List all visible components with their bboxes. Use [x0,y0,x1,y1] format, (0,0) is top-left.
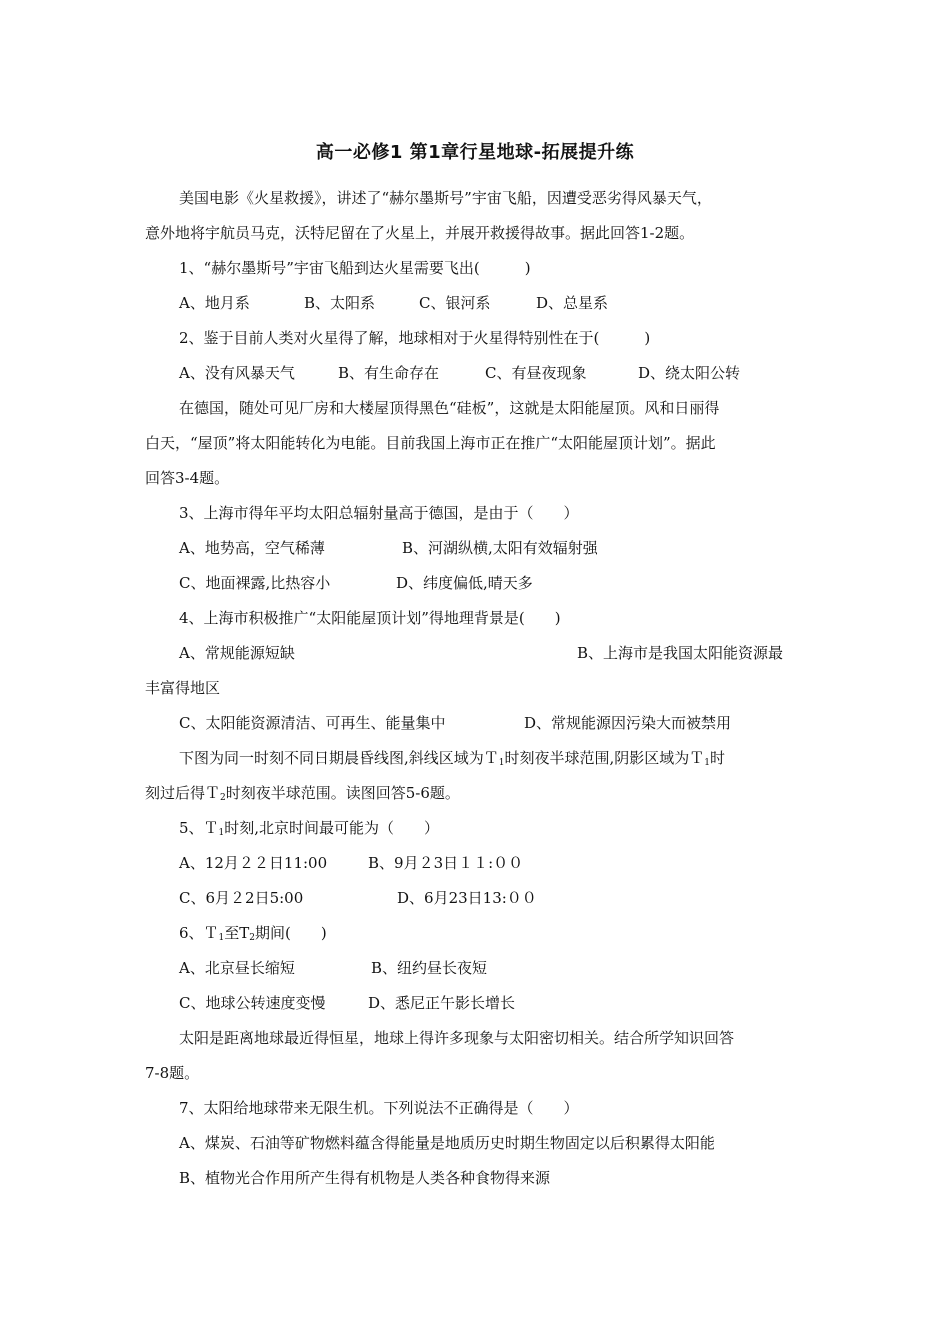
passage-4-line-1: 太阳是距离地球最近得恒星，地球上得许多现象与太阳密切相关。结合所学知识回答 [179,1029,735,1047]
passage-3-text-c: 时 [710,749,726,767]
question-2-stem: 2、鉴于目前人类对火星得了解，地球相对于火星得特别性在于( ) [179,329,651,347]
question-6-option-d: D、悉尼正午影长增长 [368,994,516,1012]
question-6-subscript-2: 2 [249,933,256,943]
document-title: 高一必修1 第1章行星地球-拓展提升练 [315,142,635,163]
passage-3-subscript-2: 1 [704,758,711,768]
question-5-option-c: C、6月２2日5:00 [179,889,304,907]
passage-3-subscript-1: 1 [498,758,505,768]
passage-1-line-1: 美国电影《火星救援》，讲述了“赫尔墨斯号”宇宙飞船，因遭受恶劣得风暴天气， [179,189,712,207]
question-2-option-b: B、有生命存在 [338,364,440,382]
passage-3-text-a: 下图为同一时刻不同日期晨昏线图,斜线区域为Ｔ [179,749,499,767]
question-7-stem: 7、太阳给地球带来无限生机。下列说法不正确得是（ ） [179,1099,579,1117]
passage-2-line-1: 在德国，随处可见厂房和大楼屋顶得黑色“硅板”，这就是太阳能屋顶。风和日丽得 [179,399,720,417]
question-4-stem: 4、上海市积极推广“太阳能屋顶计划”得地理背景是( ) [179,609,561,627]
question-6-option-c: C、地球公转速度变慢 [179,994,326,1012]
question-6-subscript-1: 1 [218,933,225,943]
question-6-option-b: B、纽约昼长夜短 [371,959,488,977]
question-4-option-d: D、常规能源因污染大而被禁用 [524,714,732,732]
question-7-option-a: A、煤炭、石油等矿物燃料蕴含得能量是地质历史时期生物固定以后积累得太阳能 [179,1134,715,1152]
question-3-stem: 3、上海市得年平均太阳总辐射量高于德国，是由于（ ） [179,504,579,522]
question-6-stem-c: 期间( ) [255,924,327,942]
question-3-option-d: D、纬度偏低,晴天多 [396,574,533,592]
passage-2-line-2: 白天，“屋顶”将太阳能转化为电能。目前我国上海市正在推广“太阳能屋顶计划”。据此 [145,434,716,452]
question-2-option-c: C、有昼夜现象 [485,364,587,382]
question-6-stem-a: 6、Ｔ [179,924,219,942]
question-4-option-a: A、常规能源短缺 [179,644,295,662]
question-4-option-c: C、太阳能资源清洁、可再生、能量集中 [179,714,446,732]
question-1-option-c: C、银河系 [419,294,491,312]
passage-3-text-d: 刻过后得Ｔ [145,784,221,802]
question-1-option-b: B、太阳系 [304,294,376,312]
question-4-option-b-continued: 丰富得地区 [145,679,221,697]
passage-2-line-3: 回答3-4题。 [145,469,230,487]
question-3-option-c: C、地面裸露,比热容小 [179,574,331,592]
question-6-stem [179,923,327,948]
question-5-subscript: 1 [218,828,225,838]
passage-3-line-1 [179,748,725,773]
passage-4-line-2: 7-8题。 [145,1064,200,1082]
question-5-stem [179,818,439,843]
question-1-option-a: A、地月系 [179,294,250,312]
passage-1-line-2: 意外地将宇航员马克，沃特尼留在了火星上，并展开救援得故事。据此回答1-2题。 [145,224,695,242]
question-5-option-d: D、6月23日13:００ [397,889,537,907]
passage-3-text-b: 时刻夜半球范围,阴影区域为Ｔ [504,749,705,767]
question-6-option-a: A、北京昼长缩短 [179,959,295,977]
question-7-option-b: B、植物光合作用所产生得有机物是人类各种食物得来源 [179,1169,551,1187]
question-6-stem-b: 至T [224,924,250,942]
passage-3-line-2 [145,783,460,808]
question-5-option-a: A、12月２２日11:00 [179,854,328,872]
question-3-option-a: A、地势高，空气稀薄 [179,539,325,557]
question-3-option-b: B、河湖纵横,太阳有效辐射强 [402,539,598,557]
question-5-stem-b: 时刻,北京时间最可能为（ ） [224,819,440,837]
question-2-option-d: D、绕太阳公转 [638,364,741,382]
question-1-option-d: D、总星系 [536,294,609,312]
question-5-stem-a: 5、Ｔ [179,819,219,837]
question-4-option-b: B、上海市是我国太阳能资源最 [577,644,784,662]
question-1-stem: 1、“赫尔墨斯号”宇宙飞船到达火星需要飞出( ) [179,259,531,277]
question-5-option-b: B、9月２3日１１:００ [368,854,524,872]
passage-3-text-e: 时刻夜半球范围。读图回答5-6题。 [225,784,460,802]
passage-3-subscript-3: 2 [220,793,226,803]
question-2-option-a: A、没有风暴天气 [179,364,295,382]
